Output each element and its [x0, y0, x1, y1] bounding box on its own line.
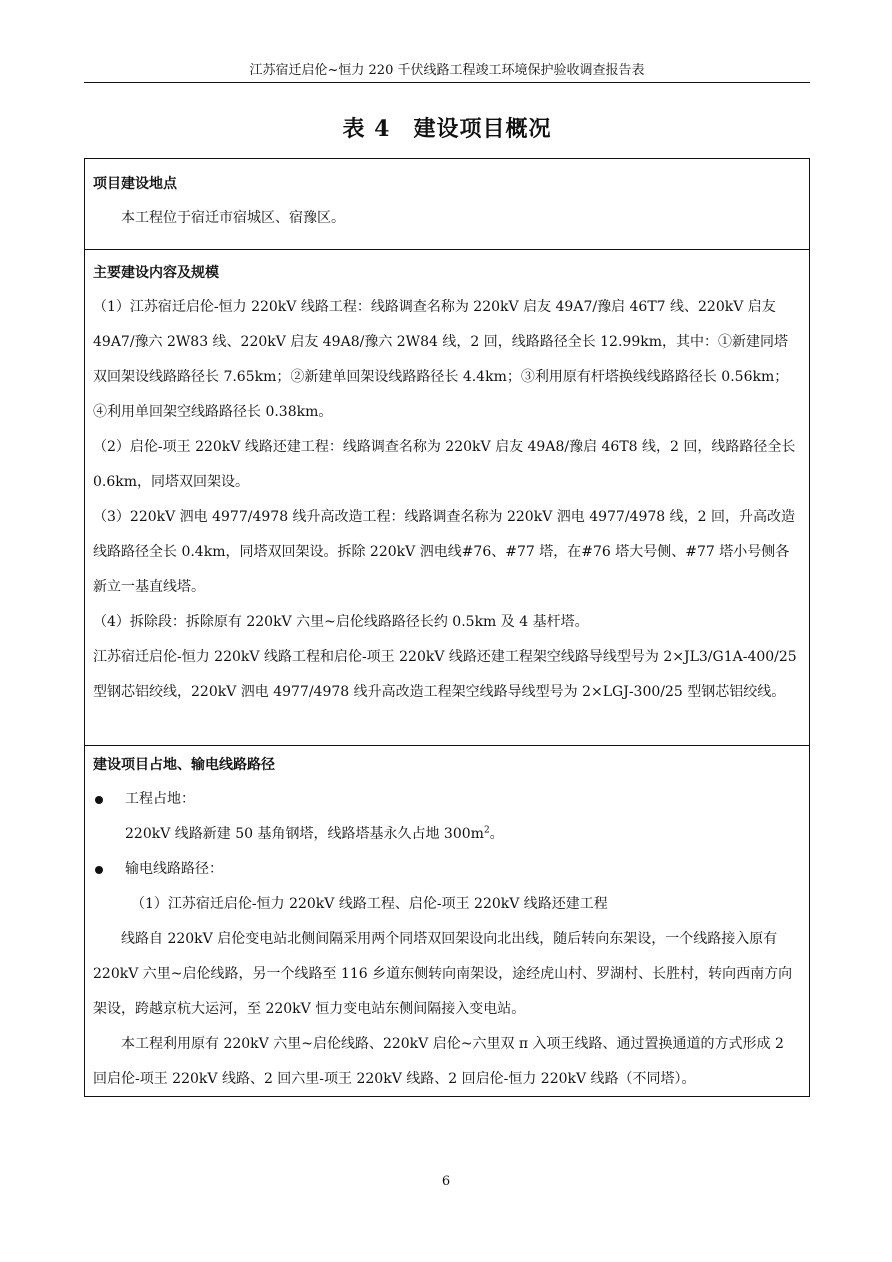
land-text-main: 220kV 线路新建 50 基角钢塔，线路塔基永久占地 300m — [125, 826, 484, 842]
route-paragraph-1: 线路自 220kV 启伦变电站北侧间隔采用两个同塔双回架设向北出线，随后转向东架设，一个线路接入原有 220kV 六里~启伦线路，另一个线路至 116 乡道东侧转向南架设，途经虎山村、罗湖村、长胜村，转向西南方向架设，跨越京杭大运河，至 220kV 恒力变电站东侧间隔接入变电站。 — [93, 931, 793, 1017]
bullet-icon — [95, 866, 103, 874]
bullet-label: 工程占地： — [125, 791, 195, 807]
land-text-end: 。 — [489, 826, 504, 842]
page-number: 6 — [441, 1174, 451, 1189]
section-location — [85, 167, 809, 249]
overview-table — [84, 158, 810, 1097]
scope-item-1: （1）江苏宿迁启伦-恒力 220kV 线路工程：线路调查名称为 220kV 启友 49A7/豫启 46T7 线、220kV 启友 49A7/豫六 2W83 线、220kV 启友 49A8/豫六 2W84 线，2 回，线路路径全长 12.99km，其中：①新建同塔双回架设线路路径长 7.65km；②新建单回架设线路路径长 4.4km；③利用原有杆塔换线线路路径长 0.56km；④利用单回架空线路路径长 0.38km。 — [93, 299, 789, 420]
scope-item-4: （4）拆除段：拆除原有 220kV 六里~启伦线路路径长约 0.5km 及 4 基杆塔。 — [93, 614, 589, 630]
section-scope — [85, 249, 809, 745]
scope-item-3: （3）220kV 泗电 4977/4978 线升高改造工程：线路调查名称为 220kV 泗电 4977/4978 线，2 回，升高改造线路路径全长 0.4km，同塔双回架设。拆除 220kV 泗电线#76、#77 塔，在#76 塔大号侧、#77 塔小号侧各新立一基直线塔。 — [93, 509, 795, 595]
page-title: 表 4 建设项目概况 — [342, 116, 552, 142]
land-superscript: 2 — [483, 825, 490, 836]
route-paragraph-2: 本工程利用原有 220kV 六里~启伦线路、220kV 启伦~六里双 π 入项王线路、通过置换通道的方式形成 2 回启伦-项王 220kV 线路、2 回六里-项王 220kV 线路、2 回启伦-恒力 220kV 线路（不同塔）。 — [93, 1036, 784, 1087]
scope-item-2: （2）启伦-项王 220kV 线路还建工程：线路调查名称为 220kV 启友 49A8/豫启 46T8 线，2 回，线路路径全长 0.6km，同塔双回架设。 — [93, 439, 796, 490]
conductor-spec: 江苏宿迁启伦-恒力 220kV 线路工程和启伦-项王 220kV 线路还建工程架空线路导线型号为 2×JL3/G1A-400/25 型钢芯铝绞线，220kV 泗电 4977/4978 线升高改造工程架空线路导线型号为 2×LGJ-300/25 型钢芯铝绞线。 — [93, 649, 797, 700]
bullet-icon — [95, 796, 103, 804]
bullet-land — [85, 782, 809, 817]
section-heading: 项目建设地点 — [93, 176, 177, 192]
bullet-label: 输电线路路径： — [125, 861, 223, 877]
header-rule — [84, 82, 810, 83]
running-header: 江苏宿迁启伦~恒力 220 千伏线路工程竣工环境保护验收调查报告表 — [249, 63, 645, 78]
section-heading: 主要建设内容及规模 — [93, 265, 219, 281]
land-text — [85, 817, 809, 852]
section-land-route — [85, 745, 809, 1096]
bullet-route — [85, 852, 809, 887]
section-heading: 建设项目占地、输电线路路径 — [93, 757, 275, 773]
location-text: 本工程位于宿迁市宿城区、宿豫区。 — [121, 210, 345, 226]
route-subheading: （1）江苏宿迁启伦-恒力 220kV 线路工程、启伦-项王 220kV 线路还建工程 — [131, 896, 608, 912]
